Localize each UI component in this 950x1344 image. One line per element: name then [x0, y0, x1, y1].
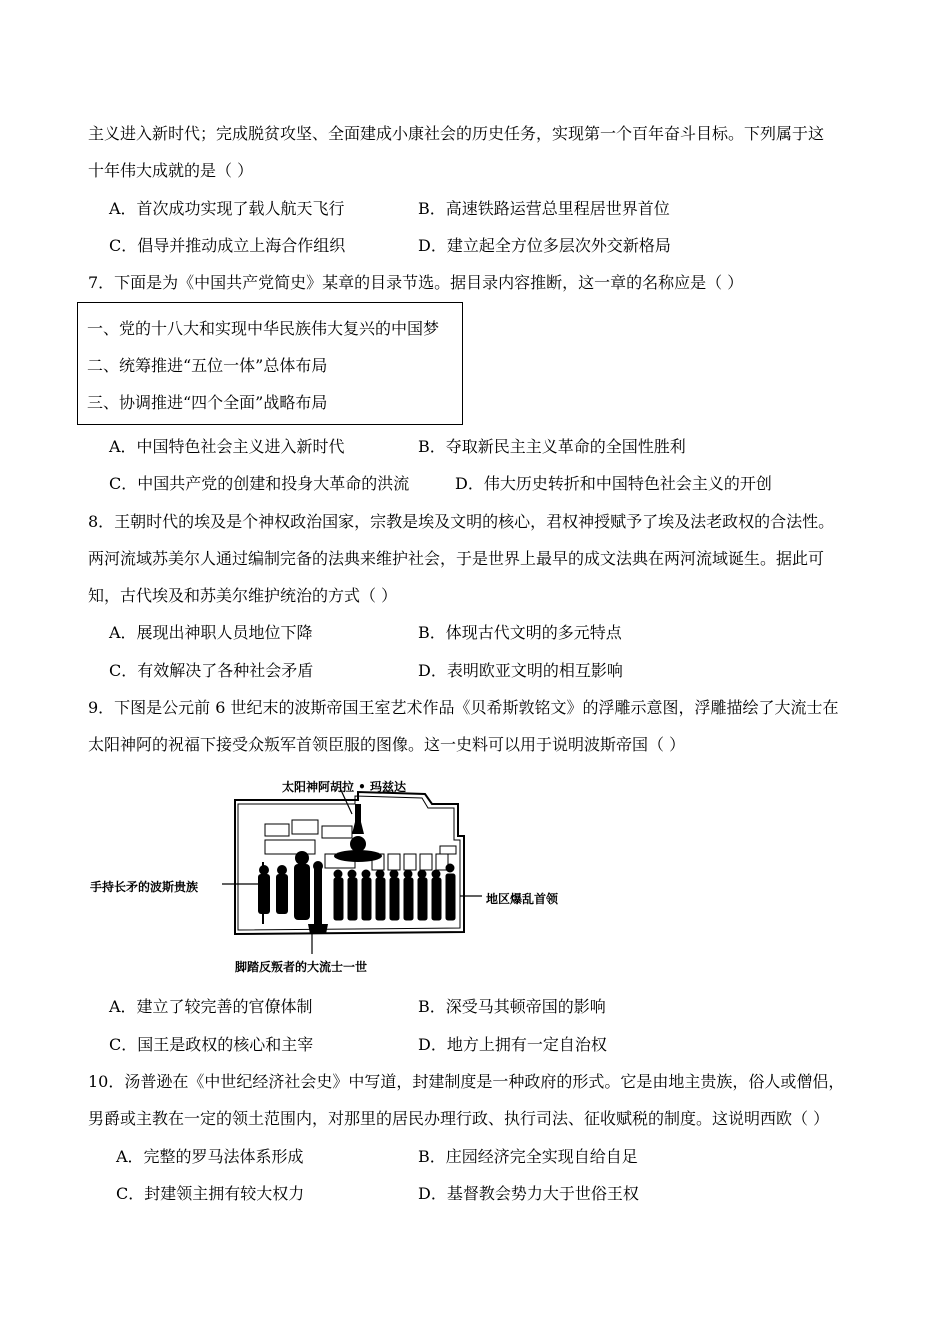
- q7-toc-item: 三、协调推进“四个全面”战略布局: [87, 393, 328, 412]
- q8-option-b[interactable]: B．体现古代文明的多元特点: [418, 623, 622, 642]
- q10-stem-line: 10．汤普逊在《中世纪经济社会史》中写道，封建制度是一种政府的形式。它是由地主贵族，俗人或僧侣，: [88, 1072, 845, 1091]
- q9-option-a[interactable]: A．建立了较完善的官僚体制: [109, 997, 313, 1016]
- q8-stem-line: 知，古代埃及和苏美尔维护统治的方式（ ）: [88, 586, 398, 605]
- q6-option-a[interactable]: A．首次成功实现了载人航天飞行: [109, 199, 345, 218]
- q7-option-b[interactable]: B．夺取新民主主义革命的全国性胜利: [418, 437, 686, 456]
- q6-option-c[interactable]: C．倡导并推动成立上海合作组织: [109, 236, 346, 255]
- q9-option-d[interactable]: D．地方上拥有一定自治权: [418, 1035, 607, 1054]
- q10-stem-line: 男爵或主教在一定的领土范围内，对那里的居民办理行政、执行司法、征收赋税的制度。这说明西欧（ ）: [88, 1109, 830, 1128]
- q9-option-b[interactable]: B．深受马其顿帝国的影响: [418, 997, 606, 1016]
- q10-option-d[interactable]: D．基督教会势力大于世俗王权: [418, 1184, 639, 1203]
- q6-option-d[interactable]: D．建立起全方位多层次外交新格局: [418, 236, 671, 255]
- q8-option-c[interactable]: C．有效解决了各种社会矛盾: [109, 661, 314, 680]
- q10-option-a[interactable]: A．完整的罗马法体系形成: [116, 1147, 304, 1166]
- q7-toc-item: 一、党的十八大和实现中华民族伟大复兴的中国梦: [87, 319, 440, 338]
- q7-option-d[interactable]: D．伟大历史转折和中国特色社会主义的开创: [455, 474, 772, 493]
- q7-toc-item: 二、统筹推进“五位一体”总体布局: [87, 356, 328, 375]
- q8-stem-line: 两河流域苏美尔人通过编制完备的法典来维护社会，于是世界上最早的成文法典在两河流域诞生。据此可: [88, 549, 825, 568]
- q8-option-d[interactable]: D．表明欧亚文明的相互影响: [418, 661, 623, 680]
- q7-stem: 7．下面是为《中国共产党简史》某章的目录节选。据目录内容推断，这一章的名称应是（ ）: [88, 273, 744, 292]
- q6-stem-line: 十年伟大成就的是（ ）: [88, 161, 254, 180]
- q10-option-c[interactable]: C．封建领主拥有较大权力: [116, 1184, 305, 1203]
- q9-option-c[interactable]: C．国王是政权的核心和主宰: [109, 1035, 314, 1054]
- q8-option-a[interactable]: A．展现出神职人员地位下降: [109, 623, 313, 642]
- q10-option-b[interactable]: B．庄园经济完全实现自给自足: [418, 1147, 638, 1166]
- figure-label-god: 太阳神阿胡拉 • 玛兹达: [282, 780, 407, 794]
- q7-toc-box: [77, 302, 463, 425]
- q9-stem-line: 太阳神阿的祝福下接受众叛军首领臣服的图像。这一史料可以用于说明波斯帝国（ ）: [88, 735, 686, 754]
- q7-option-a[interactable]: A．中国特色社会主义进入新时代: [109, 437, 345, 456]
- q6-stem-line: 主义进入新时代；完成脱贫攻坚、全面建成小康社会的历史任务，实现第一个百年奋斗目标。下列属于这: [88, 124, 825, 143]
- q7-option-c[interactable]: C．中国共产党的创建和投身大革命的洪流: [109, 474, 410, 493]
- q6-option-b[interactable]: B．高速铁路运营总里程居世界首位: [418, 199, 670, 218]
- relief-illustration: [90, 774, 590, 979]
- figure-label-rebel-leaders: 地区爆乱首领: [486, 892, 559, 906]
- q9-stem-line: 9．下图是公元前 6 世纪末的波斯帝国王室艺术作品《贝希斯敦铭文》的浮雕示意图，浮雕描绘了大流士在: [88, 698, 839, 717]
- q8-stem-line: 8．王朝时代的埃及是个神权政治国家，宗教是埃及文明的核心，君权神授赋予了埃及法老政权的合法性。: [88, 512, 835, 531]
- figure-label-nobles: 手持长矛的波斯贵族: [90, 880, 199, 894]
- behistun-relief-figure: [90, 774, 590, 979]
- figure-label-darius: 脚踏反叛者的大流士一世: [235, 960, 368, 974]
